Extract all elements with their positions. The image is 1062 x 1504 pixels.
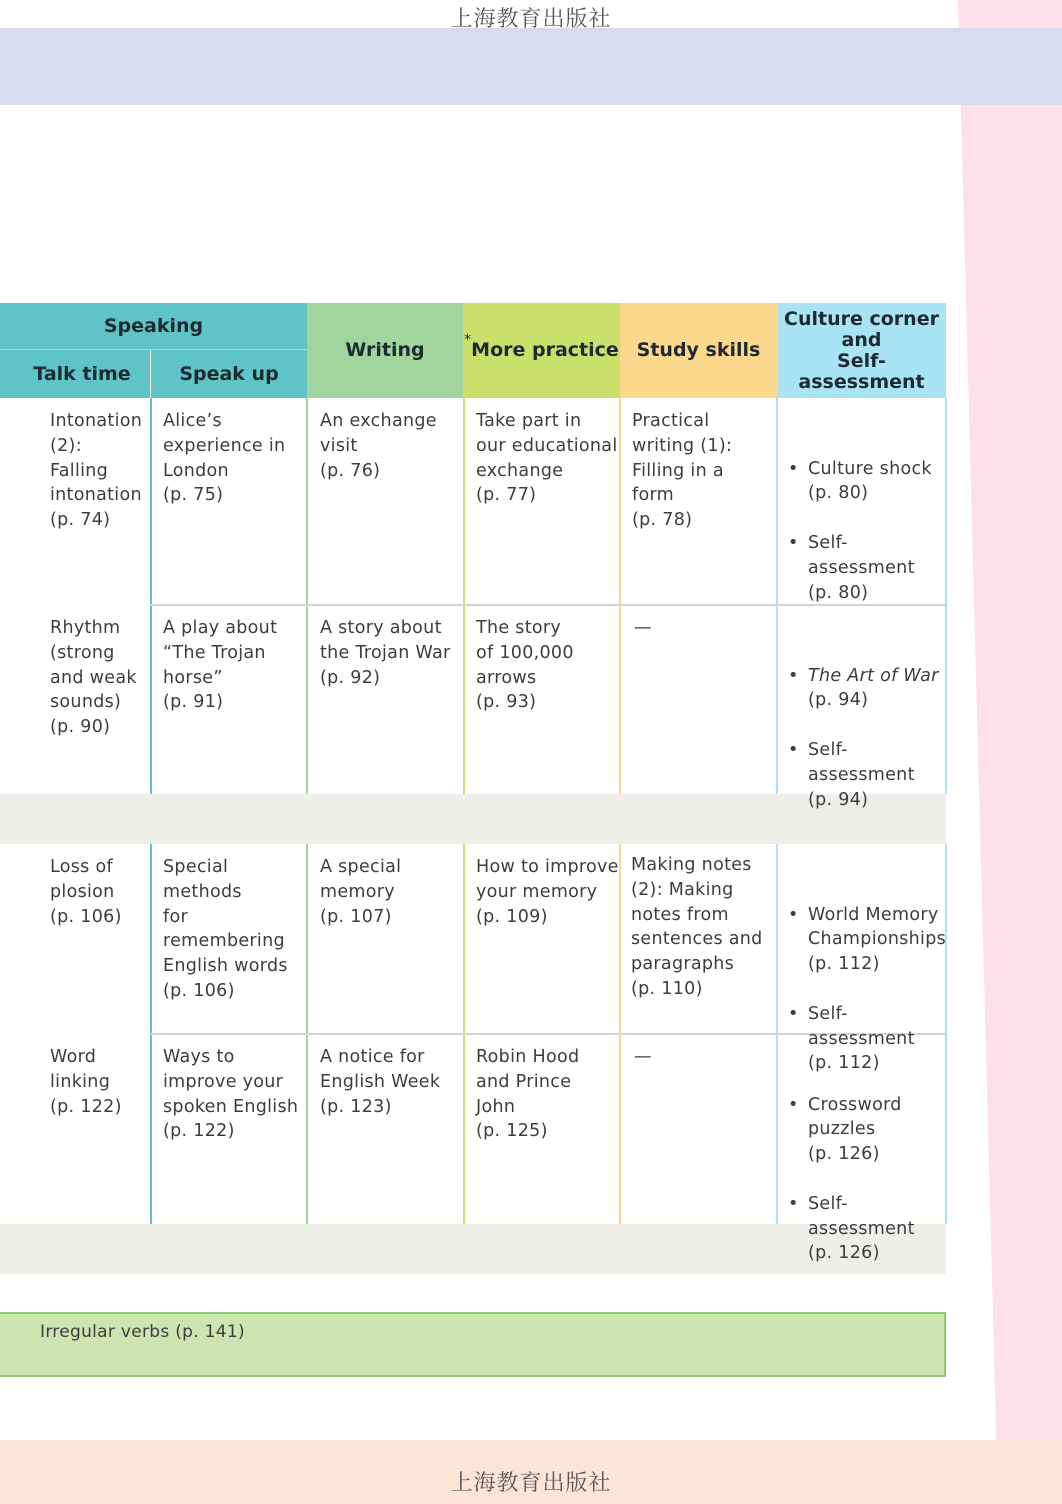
table-cell-writing: An exchange visit (p. 76) [320, 411, 437, 481]
asterisk-mark: * [464, 332, 472, 348]
table-cell-writing: A special memory (p. 107) [320, 857, 402, 927]
header-more-practice-label: More practice [471, 339, 619, 361]
watermark-bottom: 上海教育出版社 [450, 1471, 612, 1496]
table-cell-more-practice: How to improve your memory (p. 109) [476, 857, 619, 927]
header-culture-line1: Culture corner [784, 307, 939, 330]
table-cell-more-practice: Robin Hood and Prince John (p. 125) [476, 1047, 580, 1142]
list-item: • Culture shock (p. 80) [778, 457, 946, 507]
header-writing-label: Writing [345, 339, 425, 361]
header-speak-up-label: Speak up [179, 362, 279, 385]
book-title: The Art of War [808, 665, 939, 686]
page-ref: (p. 94) [808, 690, 869, 711]
table-cell-speak-up: Ways to improve your spoken English (p. 122) [163, 1047, 299, 1142]
culture-list [778, 639, 946, 837]
list-item [778, 664, 946, 714]
divider [150, 398, 152, 794]
header-study-skills-label: Study skills [636, 339, 761, 361]
header-speak-up [151, 350, 307, 398]
list-item: • Crossword puzzles (p. 126) [778, 1093, 946, 1167]
table-cell-speak-up: Special methods for remembering English words (p. 106) [163, 857, 288, 1001]
list-item: • World Memory Championships (p. 112) [778, 903, 946, 977]
header-speaking-label: Speaking [103, 314, 204, 337]
culture-list [778, 1068, 946, 1291]
header-study-skills [620, 303, 777, 398]
list-item: • Self-assessment (p. 80) [778, 531, 946, 605]
table-cell-speak-up: A play about “The Trojan horse” (p. 91) [163, 618, 278, 713]
watermark-top: 上海教育出版社 [450, 7, 612, 32]
header-more-practice [463, 303, 620, 398]
table-cell-culture [778, 1035, 946, 1316]
table-cell-study-skills: Practical writing (1): Filling in a form (p. 78) [632, 411, 733, 531]
header-writing [307, 303, 463, 398]
table-cell-more-practice: The story of 100,000 arrows (p. 93) [476, 618, 574, 713]
appendix-label: Irregular verbs (p. 141) [40, 1322, 245, 1342]
table-cell-study-skills: Making notes (2): Making notes from sentences and paragraphs (p. 110) [631, 855, 763, 999]
header-talk-time-label: Talk time [33, 362, 131, 385]
header-talk-time [0, 350, 150, 398]
table-cell-writing: A story about the Trojan War (p. 92) [320, 618, 451, 688]
table-cell-study-skills: — [634, 618, 652, 638]
culture-list [778, 432, 946, 630]
header-speaking [0, 303, 307, 350]
header-culture [777, 303, 946, 398]
table-cell-talk-time: Loss of plosion (p. 106) [50, 857, 122, 927]
table-cell-more-practice: Take part in our educational exchange (p. 77) [476, 411, 618, 506]
top-banner [0, 28, 1062, 105]
list-item: • Self-assessment (p. 126) [778, 1192, 946, 1266]
table-cell-writing: A notice for English Week (p. 123) [320, 1047, 441, 1117]
list-item: • Self-assessment (p. 112) [778, 1002, 946, 1076]
table-cell-speak-up: Alice’s experience in London (p. 75) [163, 411, 286, 506]
page-edge-decoration [958, 0, 1062, 1504]
list-item: • Self-assessment (p. 94) [778, 738, 946, 812]
table-cell-talk-time: Word linking (p. 122) [50, 1047, 122, 1117]
header-culture-line3: Self-assessment [798, 349, 925, 393]
divider [463, 398, 465, 794]
table-cell-talk-time: Intonation (2): Falling intonation (p. 74) [50, 411, 143, 531]
header-culture-line2: and [841, 328, 882, 351]
table-cell-culture [778, 606, 946, 862]
table-cell-study-skills: — [634, 1047, 652, 1067]
table-cell-talk-time: Rhythm (strong and weak sounds) (p. 90) [50, 618, 137, 738]
